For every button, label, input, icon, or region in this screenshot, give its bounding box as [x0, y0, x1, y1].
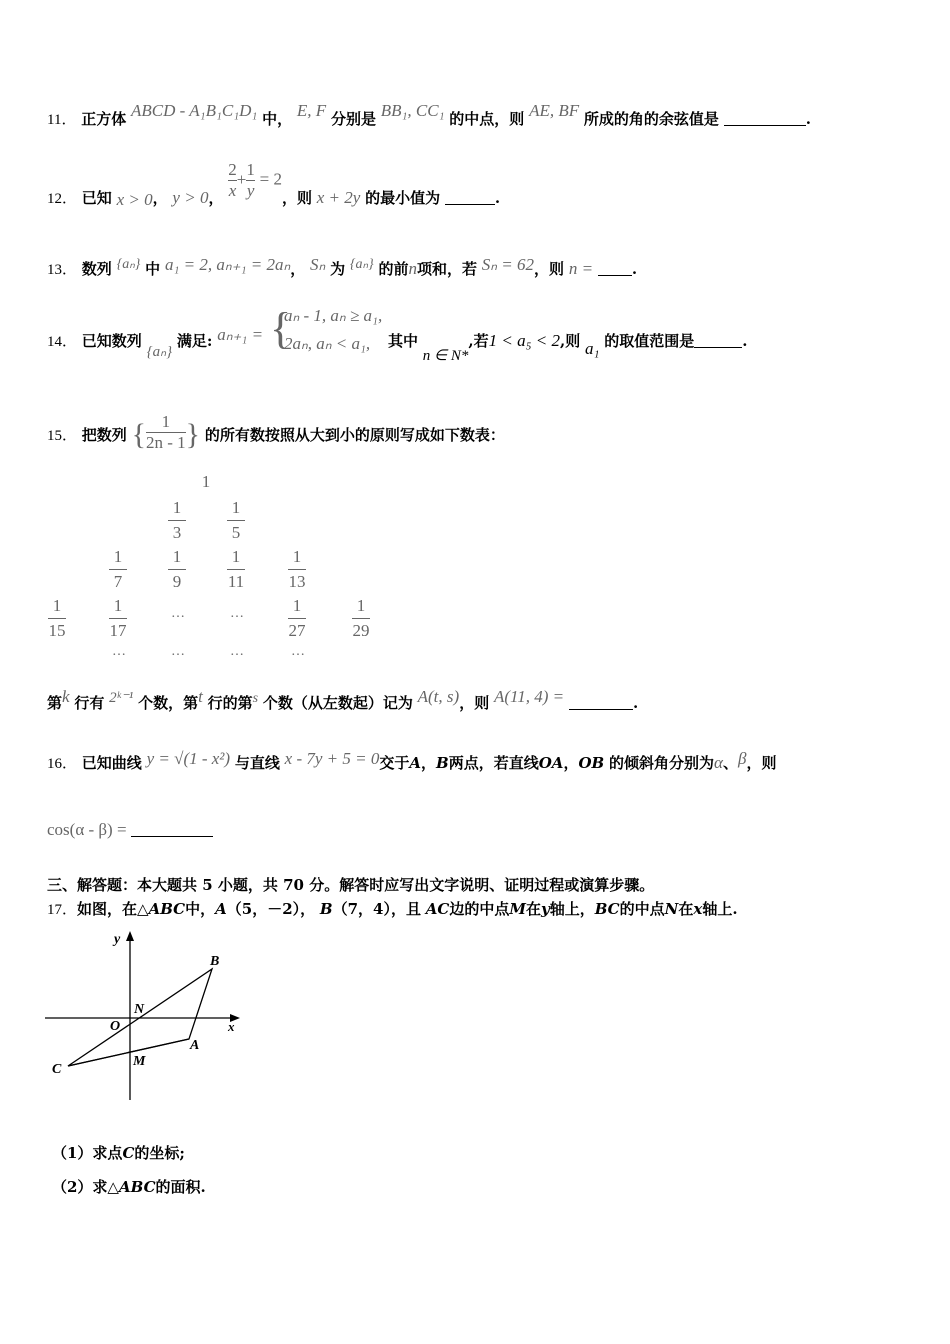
question-text: 行的第: [207, 694, 253, 712]
triangle-value: 29: [352, 621, 370, 640]
question-text: 中，: [185, 900, 216, 918]
point-n-label: N: [134, 1002, 145, 1017]
question-number: 14．: [47, 334, 78, 350]
fraction-numerator: 1: [231, 547, 241, 566]
question-text: .: [805, 110, 811, 128]
math-expression: y = √(1 - x²): [146, 749, 231, 768]
math-expression: t: [198, 687, 203, 706]
question-16: [47, 749, 777, 773]
question-text: 为: [330, 260, 346, 278]
math-expression: Sₙ = 62: [481, 255, 535, 274]
triangle-cell: [282, 596, 312, 641]
ellipsis: …: [230, 644, 244, 659]
fraction: [246, 160, 255, 201]
question-text: （2）求△: [52, 1178, 119, 1196]
ellipsis: …: [112, 644, 126, 659]
question-text: 在: [525, 900, 541, 918]
triangle-cell: [103, 547, 133, 592]
point-label: C: [122, 1144, 135, 1162]
line-label: AC: [425, 900, 450, 918]
fraction-numerator: 1: [292, 547, 302, 566]
question-text: 的坐标;: [134, 1144, 185, 1162]
punctuation: ，: [421, 754, 437, 772]
point-a-label: A: [190, 1038, 200, 1053]
axis-label: y: [540, 900, 550, 918]
plus-sign: +: [236, 169, 247, 189]
math-expression: = 2: [259, 169, 282, 189]
axis-label-y: y: [114, 932, 121, 947]
answer-blank[interactable]: [445, 190, 495, 205]
question-text: ,若: [468, 332, 489, 350]
triangle-value: 13: [288, 572, 306, 591]
question-number: 15．: [47, 428, 78, 444]
math-expression: {aₙ}: [146, 344, 173, 360]
triangle-value: 3: [172, 523, 182, 542]
fraction-numerator: 1: [356, 596, 366, 615]
triangle-value: 5: [231, 523, 241, 542]
math-expression: n =: [568, 259, 594, 278]
triangle-cell: [221, 498, 251, 543]
fraction-numerator: 1: [52, 596, 62, 615]
brace: {: [270, 304, 292, 353]
fraction-numerator: 1: [231, 498, 241, 517]
fraction-numerator: 2: [228, 160, 237, 179]
question-text: ，则: [459, 694, 490, 712]
question-text: 正方体: [81, 110, 127, 128]
question-text: 第: [47, 694, 63, 712]
question-text: （5，－2），: [226, 900, 316, 918]
punctuation: ，: [290, 260, 306, 278]
triangle-value: 27: [288, 621, 306, 640]
line-label: OB: [578, 754, 605, 772]
question-14: [47, 325, 264, 360]
math-expression: x - 7y + 5 = 0: [284, 749, 380, 768]
question-text: 轴上.: [702, 900, 738, 918]
question-text: 的所有数按照从大到小的原则写成如下数表：: [204, 426, 505, 444]
math-expression: BB₁, CC₁: [380, 101, 445, 120]
punctuation: ，: [208, 188, 224, 207]
fraction-numerator: 1: [172, 498, 182, 517]
question-text: 交于: [379, 754, 410, 772]
question-text: 的倾斜角分别为: [609, 754, 715, 772]
math-expression: cos(α - β) =: [47, 820, 127, 839]
math-expression: β: [737, 749, 747, 768]
triangle-cell: [191, 472, 221, 492]
question-13: [47, 255, 638, 279]
question-text: 的最小值为: [365, 188, 441, 207]
triangle-cell: [103, 596, 133, 641]
triangle-cell: [162, 547, 192, 592]
question-number: 12．: [47, 190, 78, 207]
fraction-numerator: 1: [246, 160, 255, 179]
point-c-label: C: [52, 1062, 62, 1077]
punctuation: ，: [563, 754, 579, 772]
question-text: 数列: [81, 260, 112, 278]
punctuation: 、: [722, 754, 738, 772]
axis-label-x: x: [228, 1019, 235, 1034]
question-text: .: [742, 332, 748, 350]
question-text: 的中点: [619, 900, 665, 918]
origin-label: O: [110, 1019, 121, 1034]
question-text: 已知数列: [81, 332, 142, 350]
question-text: .: [494, 188, 501, 207]
answer-blank[interactable]: [694, 333, 742, 348]
question-text: 分别是: [330, 110, 376, 128]
case-row: aₙ - 1, aₙ ≥ a₁,: [284, 306, 383, 325]
question-16-ask: [47, 812, 213, 840]
point-label: M: [509, 900, 526, 918]
fraction-numerator: 1: [113, 547, 123, 566]
question-15-ask: [47, 687, 639, 713]
line-label: BC: [594, 900, 620, 918]
question-17-part-2: [52, 1176, 206, 1197]
math-expression: ABCD - A₁B₁C₁D₁: [131, 101, 258, 120]
question-text: 的前: [378, 260, 409, 278]
math-expression: s: [252, 691, 259, 706]
triangle-cell: [346, 596, 376, 641]
question-number: 17．: [47, 902, 78, 918]
triangle-value: 17: [109, 621, 127, 640]
question-text: 中: [145, 260, 161, 278]
point-label: B: [436, 754, 449, 772]
question-12: [47, 160, 501, 209]
point-label: N: [664, 900, 679, 918]
answer-blank[interactable]: [598, 261, 632, 276]
triangle-label: ABC: [118, 1178, 156, 1196]
question-text: （7，4），且: [332, 900, 421, 918]
question-text: 已知曲线: [81, 754, 142, 772]
triangle-value: 11: [227, 572, 245, 591]
question-text: 已知: [81, 188, 112, 207]
question-text: ,则: [559, 332, 581, 350]
question-text: 与直线: [234, 754, 280, 772]
question-text: 边的中点: [449, 900, 510, 918]
math-expression: y > 0: [172, 187, 209, 207]
answer-blank[interactable]: [131, 812, 213, 837]
question-text: 满足:: [176, 332, 213, 350]
math-expression: a₁: [584, 339, 600, 358]
triangle-cell: [162, 498, 192, 543]
fraction-denominator: y: [246, 181, 255, 200]
question-number: 13．: [47, 262, 78, 278]
math-expression: n: [408, 259, 417, 278]
segment-ac: [68, 1039, 189, 1066]
math-expression: A(11, 4) =: [493, 687, 565, 706]
ellipsis: …: [291, 644, 305, 659]
math-expression: A(t, s): [417, 687, 460, 706]
question-text: 其中: [388, 332, 419, 350]
question-text: .: [631, 260, 638, 278]
triangle-value: 1: [201, 472, 211, 491]
question-text: 如图，在△: [77, 900, 149, 918]
math-expression: Sₙ: [310, 255, 326, 274]
triangle-label: ABC: [148, 900, 186, 918]
question-text: ，则: [746, 754, 777, 772]
triangle-figure: [40, 925, 250, 1105]
question-text: 中，: [262, 110, 293, 128]
triangle-value: 15: [48, 621, 66, 640]
math-expression: x + 2y: [316, 187, 361, 207]
question-text: 的中点，则: [449, 110, 525, 128]
math-expression: a₁ = 2, aₙ₊₁ = 2aₙ: [164, 255, 291, 274]
question-text: 所成的角的余弦值是: [583, 110, 719, 128]
math-expression: n ∈ N*: [422, 348, 469, 364]
piecewise-cases: [270, 300, 390, 360]
question-text: 的面积.: [155, 1178, 206, 1196]
point-label: B: [319, 900, 333, 918]
fraction-numerator: 1: [161, 411, 171, 431]
fraction-denominator: x: [228, 181, 237, 200]
triangle-cell: [282, 547, 312, 592]
question-text: （1）求点: [52, 1144, 123, 1162]
question-11: [47, 101, 811, 129]
point-b-label: B: [210, 954, 220, 969]
point-label: A: [409, 754, 422, 772]
point-m-label: M: [133, 1054, 146, 1069]
question-text: .: [632, 694, 639, 712]
triangle-cell: [221, 547, 251, 592]
answer-blank[interactable]: [724, 111, 806, 126]
question-text: 把数列: [81, 426, 127, 444]
math-expression: AE, BF: [529, 101, 580, 120]
axis-label: x: [693, 900, 703, 918]
point-label: A: [215, 900, 227, 918]
question-text: ，则: [281, 188, 312, 207]
question-text: 轴上，: [549, 900, 595, 918]
math-expression: k: [62, 687, 70, 706]
case-row: 2aₙ, aₙ < a₁,: [284, 334, 371, 353]
ellipsis: …: [230, 606, 244, 621]
punctuation: ，: [152, 188, 168, 207]
question-text: 在: [678, 900, 694, 918]
brace: {: [131, 418, 146, 451]
question-text: ，则: [534, 260, 565, 278]
fraction: [146, 412, 186, 453]
question-15: [47, 411, 505, 457]
question-text: 个数，第: [138, 694, 199, 712]
ellipsis: …: [171, 606, 185, 621]
question-text: 行有: [74, 694, 105, 712]
question-number: 11．: [47, 112, 77, 128]
math-expression: E, F: [296, 101, 327, 120]
question-text: 个数（从左数起）记为: [262, 694, 413, 712]
section-heading: 三、解答题：本大题共 5 小题，共 70 分。解答时应写出文字说明、证明过程或演算步骤。: [47, 876, 655, 894]
math-expression: {aₙ}: [116, 257, 141, 272]
fraction-numerator: 1: [292, 596, 302, 615]
y-axis-arrow: [126, 931, 134, 941]
triangle-value: 7: [113, 572, 123, 591]
triangle-value: 9: [172, 572, 182, 591]
question-17: [47, 898, 738, 919]
fraction: [228, 160, 237, 201]
question-17-part-1: [52, 1142, 185, 1163]
question-14-tail: [388, 330, 748, 364]
triangle-cell: [42, 596, 72, 641]
fraction-denominator: 2n - 1: [146, 432, 186, 452]
answer-blank[interactable]: [569, 695, 633, 710]
math-expression: 2ᵏ⁻¹: [109, 690, 134, 706]
brace: }: [185, 418, 201, 451]
question-text: 项和，若: [416, 260, 477, 278]
ellipsis: …: [171, 644, 185, 659]
math-expression: {aₙ}: [349, 257, 374, 272]
math-expression: 1 < a₅ < 2: [488, 331, 560, 350]
question-number: 16．: [47, 756, 78, 772]
math-expression: α: [714, 753, 723, 772]
math-expression: x > 0: [116, 189, 153, 209]
line-label: OA: [538, 754, 564, 772]
math-expression: aₙ₊₁ =: [217, 325, 264, 344]
fraction-numerator: 1: [172, 547, 182, 566]
question-text: 两点，若直线: [448, 754, 539, 772]
question-text: 的取值范围是: [604, 332, 695, 350]
fraction-numerator: 1: [113, 596, 123, 615]
